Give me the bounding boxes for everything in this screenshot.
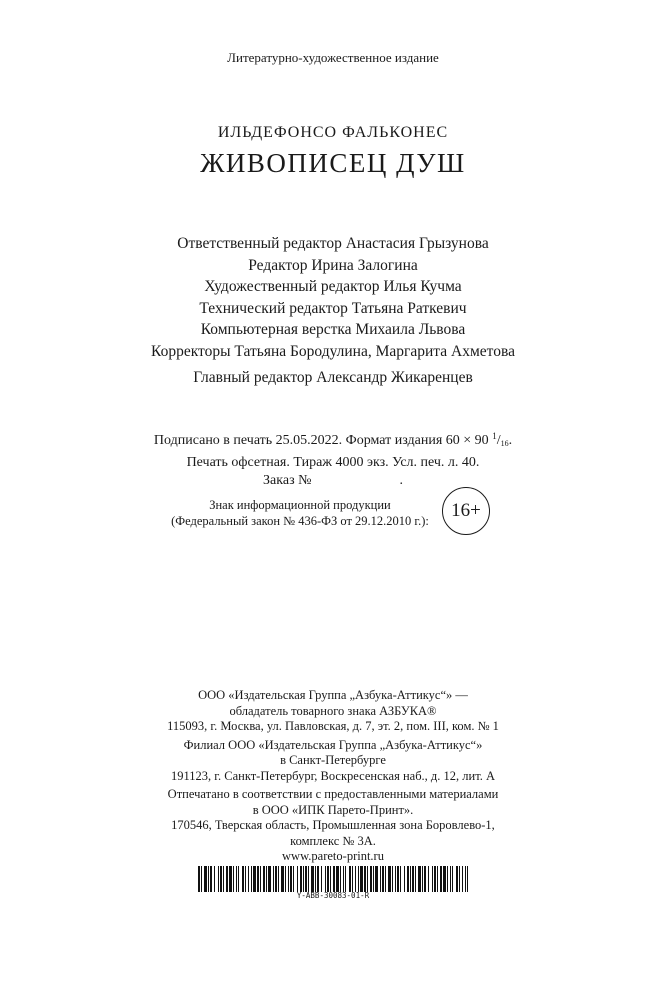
chief-editor: Главный редактор Александр Жикаренцев	[193, 369, 473, 386]
barcode-bar	[210, 866, 212, 892]
barcode-bar	[223, 866, 224, 892]
barcode-bar	[236, 866, 237, 892]
barcode-bar	[404, 866, 405, 892]
credits-block	[0, 233, 666, 362]
barcode-bar	[226, 866, 228, 892]
barcode-bar	[238, 866, 239, 892]
barcode-bar	[443, 866, 446, 892]
printer-line: Отпечатано в соответствии с предоставленными материалами	[167, 787, 499, 801]
barcode-bar	[214, 866, 215, 892]
barcode-bar	[263, 866, 265, 892]
barcode-bar	[373, 866, 374, 892]
barcode-bar	[325, 866, 326, 892]
credit-line: Художественный редактор Илья Кучма	[204, 278, 462, 295]
publisher-main	[0, 688, 666, 735]
barcode-bar	[303, 866, 304, 892]
barcode-bar	[428, 866, 429, 892]
barcode-bar	[358, 866, 359, 892]
barcode-bar	[330, 866, 331, 892]
barcode-bar	[268, 866, 271, 892]
barcode-bar	[388, 866, 391, 892]
barcode-bar	[465, 866, 466, 892]
barcode-bar	[300, 866, 302, 892]
printer-website: www.pareto-print.ru	[282, 849, 384, 863]
barcode-bar	[418, 866, 421, 892]
barcode-bar	[355, 866, 356, 892]
barcode-bar	[422, 866, 423, 892]
barcode-bar	[375, 866, 378, 892]
credit-line: Технический редактор Татьяна Раткевич	[199, 299, 467, 317]
order-end: .	[399, 473, 403, 488]
barcode-bar	[452, 866, 453, 892]
barcode-bar	[248, 866, 249, 892]
barcode	[198, 866, 468, 892]
printer-line: в ООО «ИПК Парето-Принт».	[252, 802, 414, 817]
barcode-bar	[345, 866, 346, 892]
barcode-bar	[281, 866, 284, 892]
barcode-bar	[201, 866, 202, 892]
print-signed-line	[0, 427, 666, 454]
barcode-bar	[266, 866, 267, 892]
barcode-text: Y-ABB-30083-01-R	[296, 891, 370, 900]
barcode-bar	[340, 866, 341, 892]
barcode-bar	[367, 866, 368, 892]
print-run-line: Печать офсетная. Тираж 4000 экз. Усл. печ. л. 40.	[186, 454, 480, 470]
publisher-line: обладатель товарного знака АЗБУКА®	[229, 703, 437, 718]
format-slash: /	[496, 433, 501, 448]
print-info	[0, 427, 666, 491]
age-rating-badge: 16+	[442, 487, 490, 535]
barcode-bar	[321, 866, 322, 892]
barcode-bar	[400, 866, 401, 892]
barcode-bar	[410, 866, 411, 892]
format-numerator: 1	[492, 431, 497, 441]
publisher-line: в Санкт-Петербурге	[280, 753, 386, 767]
edition-type: Литературно-художественное издание	[227, 50, 439, 65]
order-label: Заказ №	[263, 473, 312, 488]
barcode-bar	[275, 866, 277, 892]
barcode-bar	[229, 866, 232, 892]
barcode-bar	[462, 866, 463, 892]
barcode-bar	[308, 866, 309, 892]
barcode-bar	[343, 866, 344, 892]
barcode-bar	[424, 866, 426, 892]
barcode-bar	[360, 866, 363, 892]
barcode-bar	[336, 866, 339, 892]
format-denominator: 16	[500, 439, 509, 448]
barcode-bar	[333, 866, 335, 892]
barcode-bar	[349, 866, 351, 892]
barcode-bar	[432, 866, 433, 892]
sign-line-1: Знак информационной продукции	[209, 498, 391, 512]
barcode-bar	[459, 866, 460, 892]
barcode-bar	[397, 866, 399, 892]
barcode-bar	[290, 866, 292, 892]
credit-line: Ответственный редактор Анастасия Грызунова	[177, 235, 489, 252]
publisher-line: ООО «Издательская Группа „Азбука-Аттикус“» —	[198, 688, 468, 702]
sign-line-2: (Федеральный закон № 436-ФЗ от 29.12.2010 г.):	[171, 514, 429, 528]
barcode-bar	[293, 866, 294, 892]
barcode-bar	[204, 866, 207, 892]
printer-line: комплекс № 3А.	[290, 833, 376, 848]
barcode-bar	[467, 866, 468, 892]
printer-info	[0, 787, 666, 865]
barcode-bar	[440, 866, 442, 892]
barcode-bar	[251, 866, 252, 892]
credit-line: Корректоры Татьяна Бородулина, Маргарита Ахметова	[151, 342, 515, 360]
barcode-bar	[385, 866, 386, 892]
order-line	[0, 472, 666, 491]
barcode-bar	[327, 866, 329, 892]
barcode-bar	[288, 866, 289, 892]
barcode-bar	[260, 866, 261, 892]
barcode-bar	[434, 866, 436, 892]
barcode-bar	[278, 866, 279, 892]
barcode-bar	[456, 866, 458, 892]
barcode-bar	[253, 866, 256, 892]
barcode-bar	[245, 866, 246, 892]
barcode-bar	[382, 866, 384, 892]
barcode-bar	[407, 866, 409, 892]
barcode-bar	[297, 866, 298, 892]
author-name: ИЛЬДЕФОНСО ФАЛЬКОНЕС	[217, 124, 449, 141]
barcode-bar	[395, 866, 396, 892]
barcode-bar	[285, 866, 286, 892]
barcode-bar	[242, 866, 244, 892]
publisher-line: Филиал ООО «Издательская Группа „Азбука-Аттикус“»	[183, 737, 483, 752]
barcode-bar	[233, 866, 234, 892]
barcode-bar	[317, 866, 319, 892]
barcode-bar	[198, 866, 200, 892]
barcode-bar	[364, 866, 366, 892]
printer-line: 170546, Тверская область, Промышленная зона Боровлево-1,	[171, 818, 495, 832]
barcode-bar	[218, 866, 219, 892]
barcode-bar	[370, 866, 372, 892]
barcode-bar	[450, 866, 451, 892]
publisher-branch	[0, 738, 666, 785]
barcode-bar	[315, 866, 316, 892]
barcode-bar	[208, 866, 209, 892]
signed-text: Подписано в печать 25.05.2022. Формат издания 60 × 90	[153, 433, 493, 448]
barcode-bar	[415, 866, 416, 892]
barcode-bar	[352, 866, 353, 892]
credit-line: Компьютерная верстка Михаила Львова	[200, 321, 466, 338]
barcode-bar	[220, 866, 222, 892]
info-product-sign	[150, 497, 450, 529]
book-title: ЖИВОПИСЕЦ ДУШ	[200, 148, 466, 178]
barcode-bar	[380, 866, 381, 892]
credit-line: Редактор Ирина Залогина	[248, 256, 418, 274]
publisher-line: 115093, г. Москва, ул. Павловская, д. 7, эт. 2, пом. III, ком. № 1	[167, 719, 499, 733]
barcode-bar	[311, 866, 314, 892]
publisher-line: 191123, г. Санкт-Петербург, Воскресенская наб., д. 12, лит. А	[170, 768, 496, 783]
barcode-bar	[257, 866, 259, 892]
barcode-bar	[273, 866, 274, 892]
barcode-bar	[392, 866, 393, 892]
publisher-block	[0, 688, 666, 868]
barcode-bar	[305, 866, 307, 892]
barcode-bar	[412, 866, 414, 892]
signed-end: .	[508, 433, 513, 448]
barcode-bar	[447, 866, 448, 892]
barcode-bar	[437, 866, 438, 892]
